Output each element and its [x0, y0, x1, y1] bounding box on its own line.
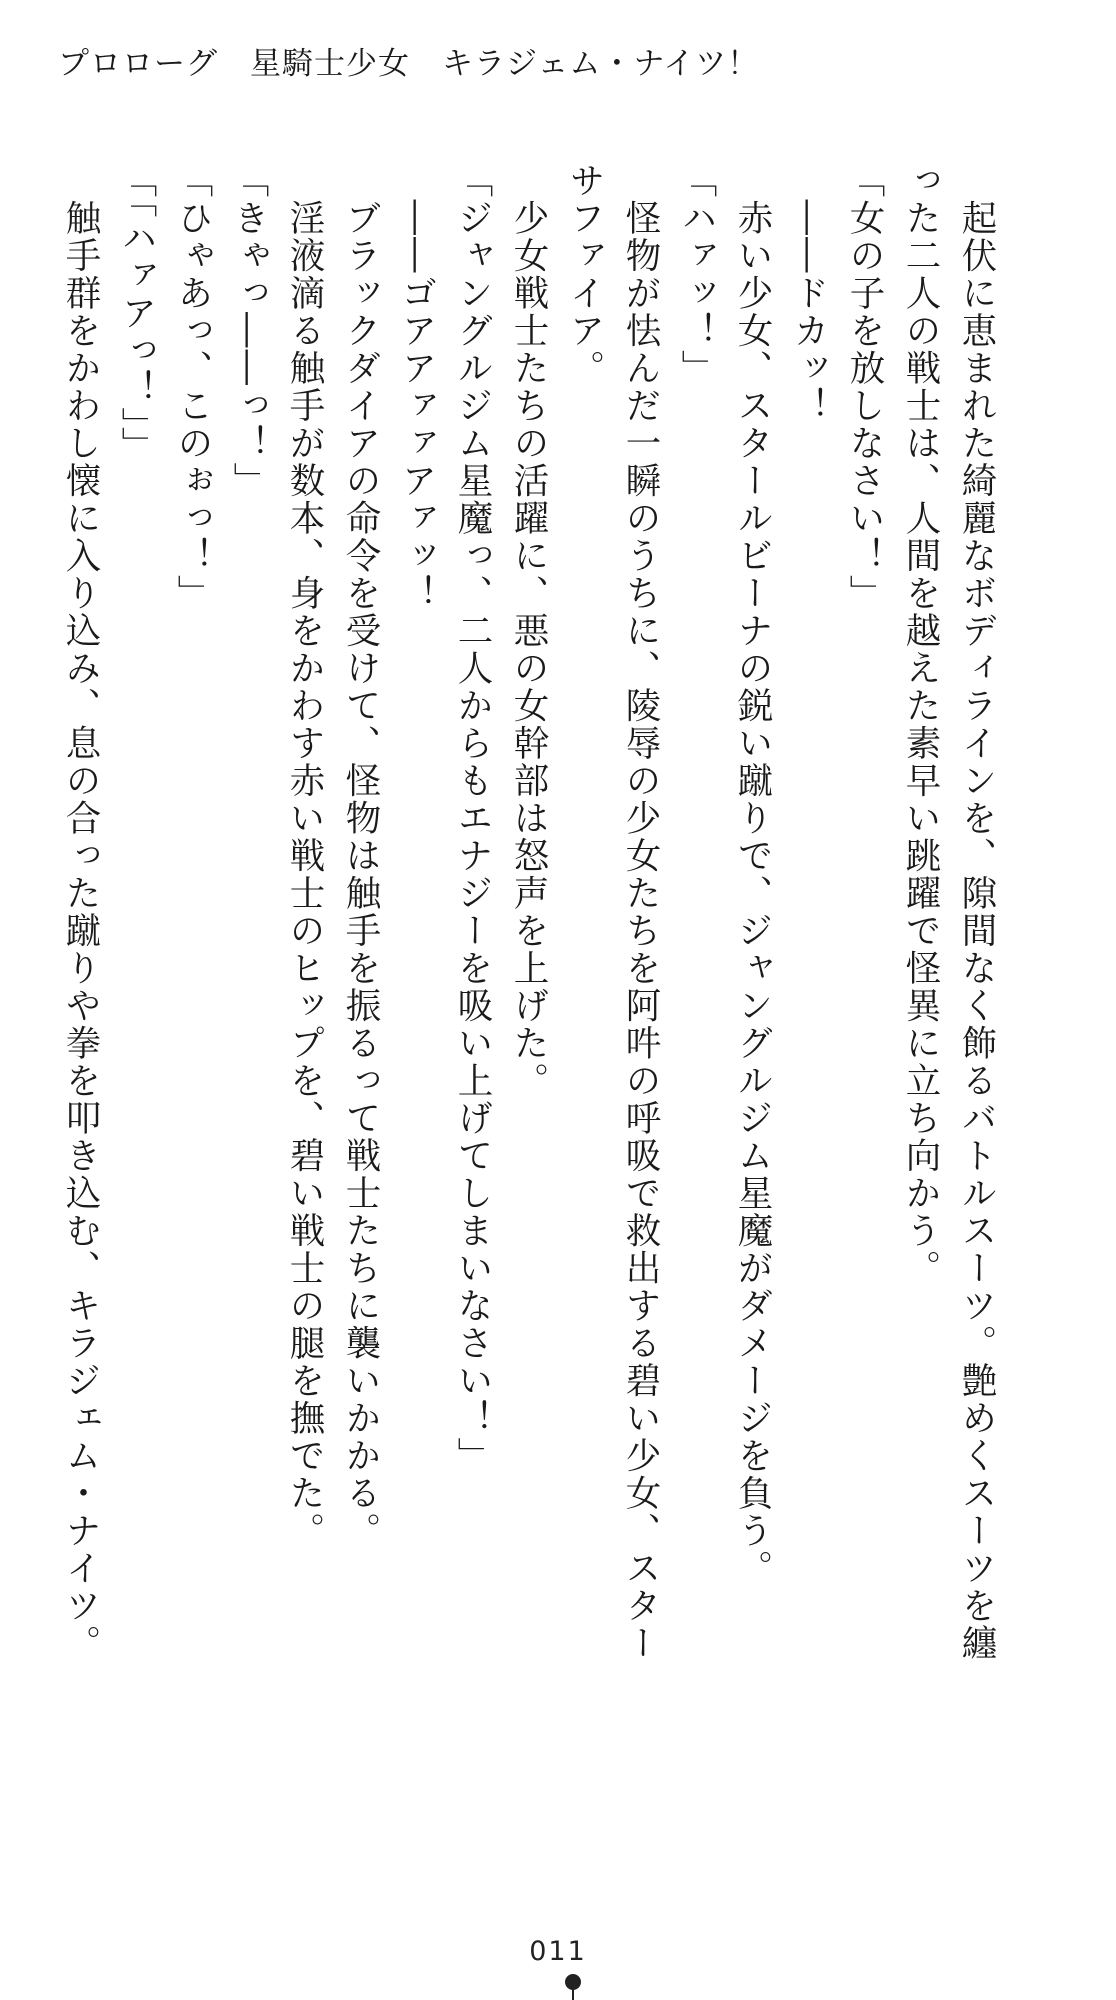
page-number: 011	[529, 1936, 587, 1967]
text-line: 淫液滴る触手が数本、身をかわす赤い戦士のヒップを、碧い戦士の腿を撫でた。	[284, 162, 325, 1550]
text-line: 少女戦士たちの活躍に、悪の女幹部は怒声を上げた。	[508, 162, 549, 1100]
dialogue-line: 「ひゃあっ、このぉっ！」	[172, 162, 213, 612]
dialogue-line: 「女の子を放しなさい！」	[844, 162, 885, 612]
text-line: ブラックダイアの命令を受けて、怪物は触手を振るって戦士たちに襲いかかる。	[340, 162, 381, 1550]
text-line: った二人の戦士は、人間を越えた素早い跳躍で怪異に立ち向かう。	[900, 162, 941, 1287]
text-line: 起伏に恵まれた綺麗なボディラインを、隙間なく飾るバトルスーツ。艶めくスーツを纏	[956, 162, 997, 1662]
dialogue-line: 「ジャングルジム星魔っ、二人からもエナジーを吸い上げてしまいなさい！」	[452, 162, 493, 1475]
sound-effect-line: ――ゴアアァァアァッ！	[396, 162, 437, 612]
text-line: サファイア。	[564, 162, 605, 387]
page-marker-icon	[565, 1974, 581, 2000]
text-line: 赤い少女、スタールビーナの鋭い蹴りで、ジャングルジム星魔がダメージを負う。	[732, 162, 773, 1587]
vertical-body-text	[44, 162, 1004, 1722]
chapter-header: プロローグ 星騎士少女 キラジェム・ナイツ！	[58, 46, 760, 82]
text-line: 怪物が怯んだ一瞬のうちに、陵辱の少女たちを阿吽の呼吸で救出する碧い少女、スター	[620, 162, 661, 1662]
dialogue-line: 「「ハァアっ！」」	[116, 162, 157, 464]
dialogue-line: 「きゃっ――っ！」	[228, 162, 269, 500]
sound-effect-line: ――ドカッ！	[788, 162, 829, 425]
marker-stem	[572, 1988, 574, 2000]
text-line: 触手群をかわし懐に入り込み、息の合った蹴りや拳を叩き込む、キラジェム・ナイツ。	[60, 162, 101, 1662]
dialogue-line: 「ハァッ！」	[676, 162, 717, 387]
